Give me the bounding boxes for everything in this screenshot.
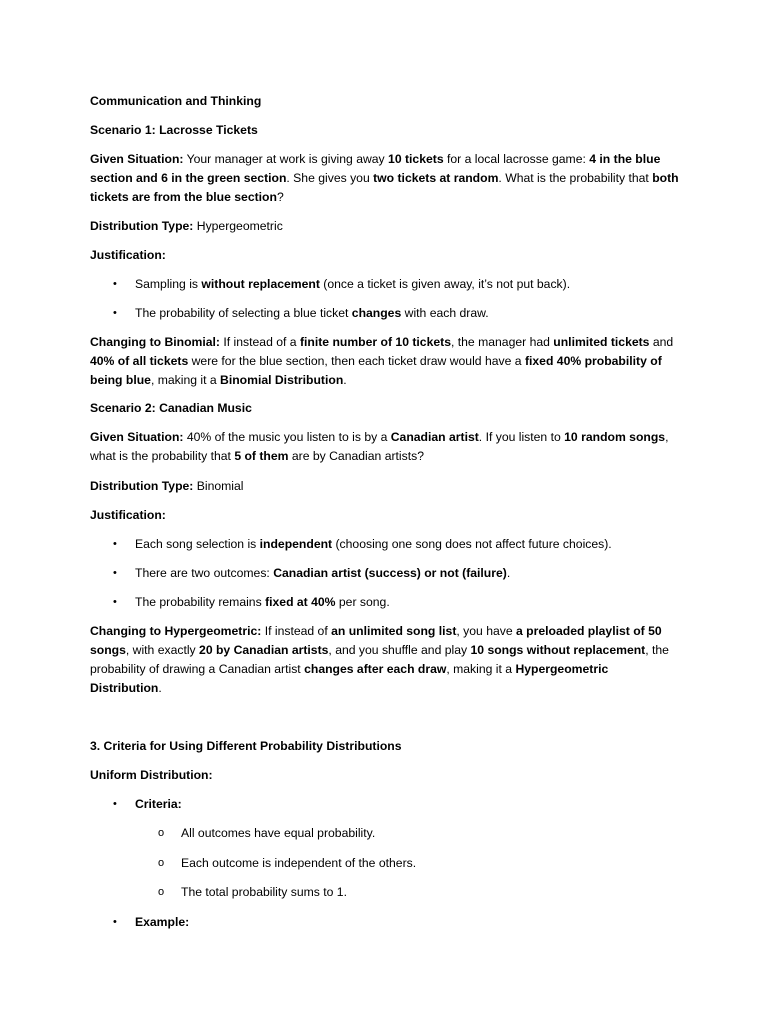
bullet-marker: • [113, 567, 117, 579]
bold-text-run: Given Situation: [90, 430, 184, 444]
bold-text-run: Changing to Binomial: [90, 335, 220, 349]
bold-text-run: Changing to Hypergeometric: [90, 624, 262, 638]
bold-text-run: a preloaded playlist of 50 songs [90, 624, 662, 657]
text-run: The probability remains [135, 595, 266, 609]
text-run: 40% of the music you listen to is by a [183, 430, 391, 444]
bold-text-run: changes [351, 306, 402, 320]
bold-text-run: independent [259, 537, 333, 551]
text-run: . [506, 566, 511, 580]
text-run: Sampling is [135, 277, 202, 291]
bold-text-run: 4 in the blue section and 6 in the green section [90, 152, 661, 185]
bold-text-run: Canadian artist (success) or not (failure) [273, 566, 507, 580]
example-label: Example: [135, 915, 190, 929]
bold-text-run: Given Situation: [90, 152, 184, 166]
scenario1-changing-to-binomial [90, 333, 680, 390]
bullet-marker: • [113, 538, 117, 550]
text-run: (once a ticket is given away, it’s not put back). [319, 277, 571, 291]
text-run: per song. [335, 595, 390, 609]
bold-text-run: fixed 40% probability of being blue [90, 354, 662, 387]
bold-text-run: 10 songs without replacement [470, 643, 646, 657]
text-run: , you have [456, 624, 517, 638]
text-run: . What is the probability that [498, 171, 653, 185]
text-run: (choosing one song does not affect future choices). [332, 537, 612, 551]
scenario1-situation [90, 150, 680, 207]
criteria-label: Criteria: [135, 797, 182, 811]
text-run: with each draw. [401, 306, 489, 320]
text-run: If instead of a [220, 335, 300, 349]
scenario2-title: Scenario 2: Canadian Music [90, 401, 252, 415]
bold-text-run: 10 tickets [388, 152, 444, 166]
text-run: There are two outcomes: [135, 566, 274, 580]
text-run: for a local lacrosse game: [443, 152, 590, 166]
bold-text-run: 40% of all tickets [90, 354, 189, 368]
text-run: , making it a [446, 662, 516, 676]
text-run: The probability of selecting a blue ticket [135, 306, 352, 320]
bullet-marker: • [113, 596, 117, 608]
bold-text-run: unlimited tickets [553, 335, 650, 349]
scenario1-bullet-1 [135, 275, 695, 294]
scenario1-bullet-2 [135, 304, 695, 323]
document-heading: Communication and Thinking [90, 94, 262, 108]
text-run: . If you listen to [478, 430, 565, 444]
text-run: , what is the probability that [90, 430, 669, 463]
text-run: Each song selection is [135, 537, 260, 551]
text-run: , making it a [150, 373, 221, 387]
bold-text-run: Distribution Type: [90, 479, 194, 493]
text-run: , the manager had [450, 335, 554, 349]
bold-text-run: an unlimited song list [331, 624, 457, 638]
text-run: . [343, 373, 347, 387]
bold-text-run: both tickets are from the blue section [90, 171, 679, 204]
bold-text-run: without replacement [201, 277, 320, 291]
scenario2-bullet-2 [135, 564, 695, 583]
text-run: Hypergeometric [193, 219, 283, 233]
bold-text-run: 5 of them [234, 449, 289, 463]
bold-text-run: Hypergeometric Distribution [90, 662, 609, 695]
section3-title: 3. Criteria for Using Different Probability Distributions [90, 739, 402, 753]
bullet-marker: • [113, 307, 117, 319]
bold-text-run: Canadian artist [390, 430, 479, 444]
bullet-marker: • [113, 798, 117, 810]
bullet-marker: • [113, 916, 117, 928]
bold-text-run: Distribution Type: [90, 219, 194, 233]
text-run: ? [276, 190, 284, 204]
text-run: , with exactly [125, 643, 200, 657]
scenario2-bullet-3 [135, 593, 695, 612]
text-run: , and you shuffle and play [328, 643, 471, 657]
uniform-distribution-label: Uniform Distribution: [90, 768, 213, 782]
bold-text-run: fixed at 40% [265, 595, 336, 609]
bold-text-run: Binomial Distribution [220, 373, 344, 387]
sub-bullet-marker: o [158, 857, 165, 869]
scenario1-distribution-type [90, 217, 680, 236]
criteria-item-2: Each outcome is independent of the others. [181, 856, 417, 870]
text-run: , the probability of drawing a Canadian artist [90, 643, 669, 676]
text-run: . [158, 681, 162, 695]
bullet-marker: • [113, 278, 117, 290]
scenario2-distribution-type [90, 477, 680, 496]
scenario2-bullet-1 [135, 535, 695, 554]
scenario2-changing-to-hypergeometric [90, 622, 680, 698]
text-run: were for the blue section, then each ticket draw would have a [188, 354, 525, 368]
scenario1-title: Scenario 1: Lacrosse Tickets [90, 123, 258, 137]
scenario1-justification-label: Justification: [90, 248, 166, 262]
criteria-item-1: All outcomes have equal probability. [181, 826, 376, 840]
sub-bullet-marker: o [158, 886, 165, 898]
text-run: If instead of [261, 624, 332, 638]
bold-text-run: finite number of 10 tickets [299, 335, 451, 349]
text-run: . She gives you [286, 171, 374, 185]
bold-text-run: changes after each draw [304, 662, 447, 676]
text-run: Your manager at work is giving away [183, 152, 389, 166]
bold-text-run: two tickets at random [373, 171, 499, 185]
criteria-item-3: The total probability sums to 1. [181, 885, 347, 899]
sub-bullet-marker: o [158, 827, 165, 839]
text-run: are by Canadian artists? [288, 449, 424, 463]
text-run: and [649, 335, 674, 349]
scenario2-justification-label: Justification: [90, 508, 166, 522]
scenario2-situation [90, 428, 680, 466]
bold-text-run: 20 by Canadian artists [199, 643, 329, 657]
text-run: Binomial [193, 479, 244, 493]
bold-text-run: 10 random songs [564, 430, 666, 444]
